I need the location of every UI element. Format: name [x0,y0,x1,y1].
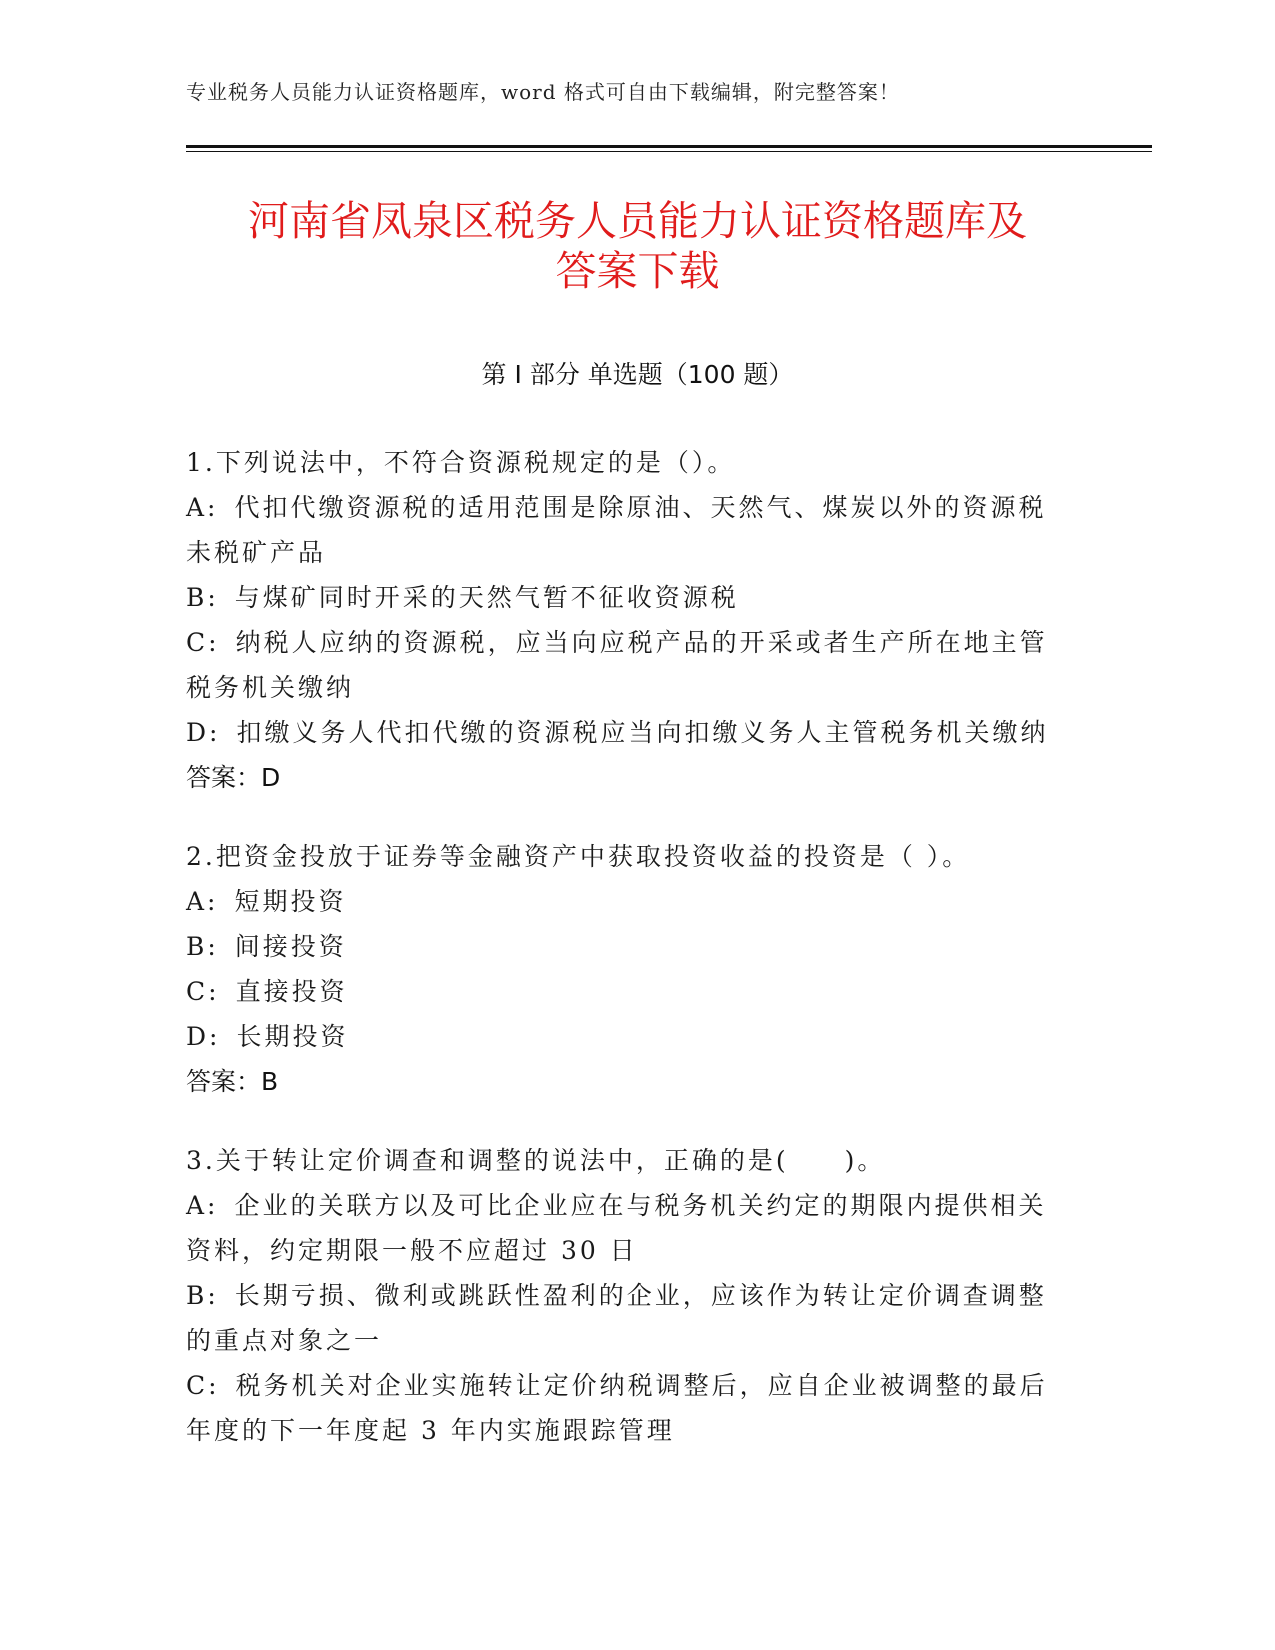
option-key: D: [186,718,221,747]
question-list [186,440,1066,1487]
option-text: 扣缴义务人代扣代缴的资源税应当向扣缴义务人主管税务机关缴纳 [236,718,1049,747]
question-1 [186,440,1066,800]
option-text: 纳税人应纳的资源税，应当向应税产品的开采或者生产所在地主管税务机关缴纳 [186,628,1048,702]
question-stem: 3.关于转让定价调查和调整的说法中，正确的是( )。 [186,1146,886,1175]
option-key: D: [186,1022,221,1051]
header-note: 专业税务人员能力认证资格题库，word 格式可自由下载编辑，附完整答案！ [186,80,900,104]
option-c [186,1363,1066,1453]
option-key: B: [186,583,219,612]
title-line-1: 河南省凤泉区税务人员能力认证资格题库及 [248,197,1027,245]
question-stem: 2.把资金投放于证券等金融资产中获取投资收益的投资是（ ）。 [186,842,971,871]
option-a [186,485,1066,575]
option-text: 税务机关对企业实施转让定价纳税调整后，应自企业被调整的最后年度的下一年度起 3 年内实施跟踪管理 [186,1371,1048,1445]
option-key: A: [186,493,219,522]
option-c [186,620,1066,710]
option-key: A: [186,1191,219,1220]
option-text: 直接投资 [235,977,348,1006]
option-text: 间接投资 [234,932,347,961]
option-key: C: [186,1371,220,1400]
option-a [186,1183,1066,1273]
option-d [186,1014,1066,1059]
option-key: B: [186,932,219,961]
option-text: 短期投资 [234,887,347,916]
header-divider-thin [186,151,1152,152]
option-c [186,969,1066,1014]
option-text: 长期亏损、微利或跳跃性盈利的企业，应该作为转让定价调查调整的重点对象之一 [186,1281,1047,1355]
title-line-2: 答案下载 [555,247,720,295]
option-b [186,924,1066,969]
answer: 答案：B [186,1067,279,1096]
question-2 [186,834,1066,1104]
option-b [186,1273,1066,1363]
option-text: 代扣代缴资源税的适用范围是除原油、天然气、煤炭以外的资源税未税矿产品 [186,493,1047,567]
option-text: 与煤矿同时开采的天然气暂不征收资源税 [234,583,739,612]
option-text: 长期投资 [236,1022,349,1051]
option-key: B: [186,1281,219,1310]
question-stem: 1.下列说法中，不符合资源税规定的是（）。 [186,448,736,477]
option-key: C: [186,628,220,657]
section-heading: 第 I 部分 单选题（100 题） [481,360,794,389]
option-b [186,575,1066,620]
answer: 答案：D [186,763,281,792]
document-title [150,196,1125,296]
option-key: A: [186,887,219,916]
header-divider-thick [186,145,1152,148]
option-a [186,879,1066,924]
option-d [186,710,1066,755]
option-key: C: [186,977,220,1006]
question-3 [186,1138,1066,1453]
option-text: 企业的关联方以及可比企业应在与税务机关约定的期限内提供相关资料，约定期限一般不应超过 30 日 [186,1191,1047,1265]
